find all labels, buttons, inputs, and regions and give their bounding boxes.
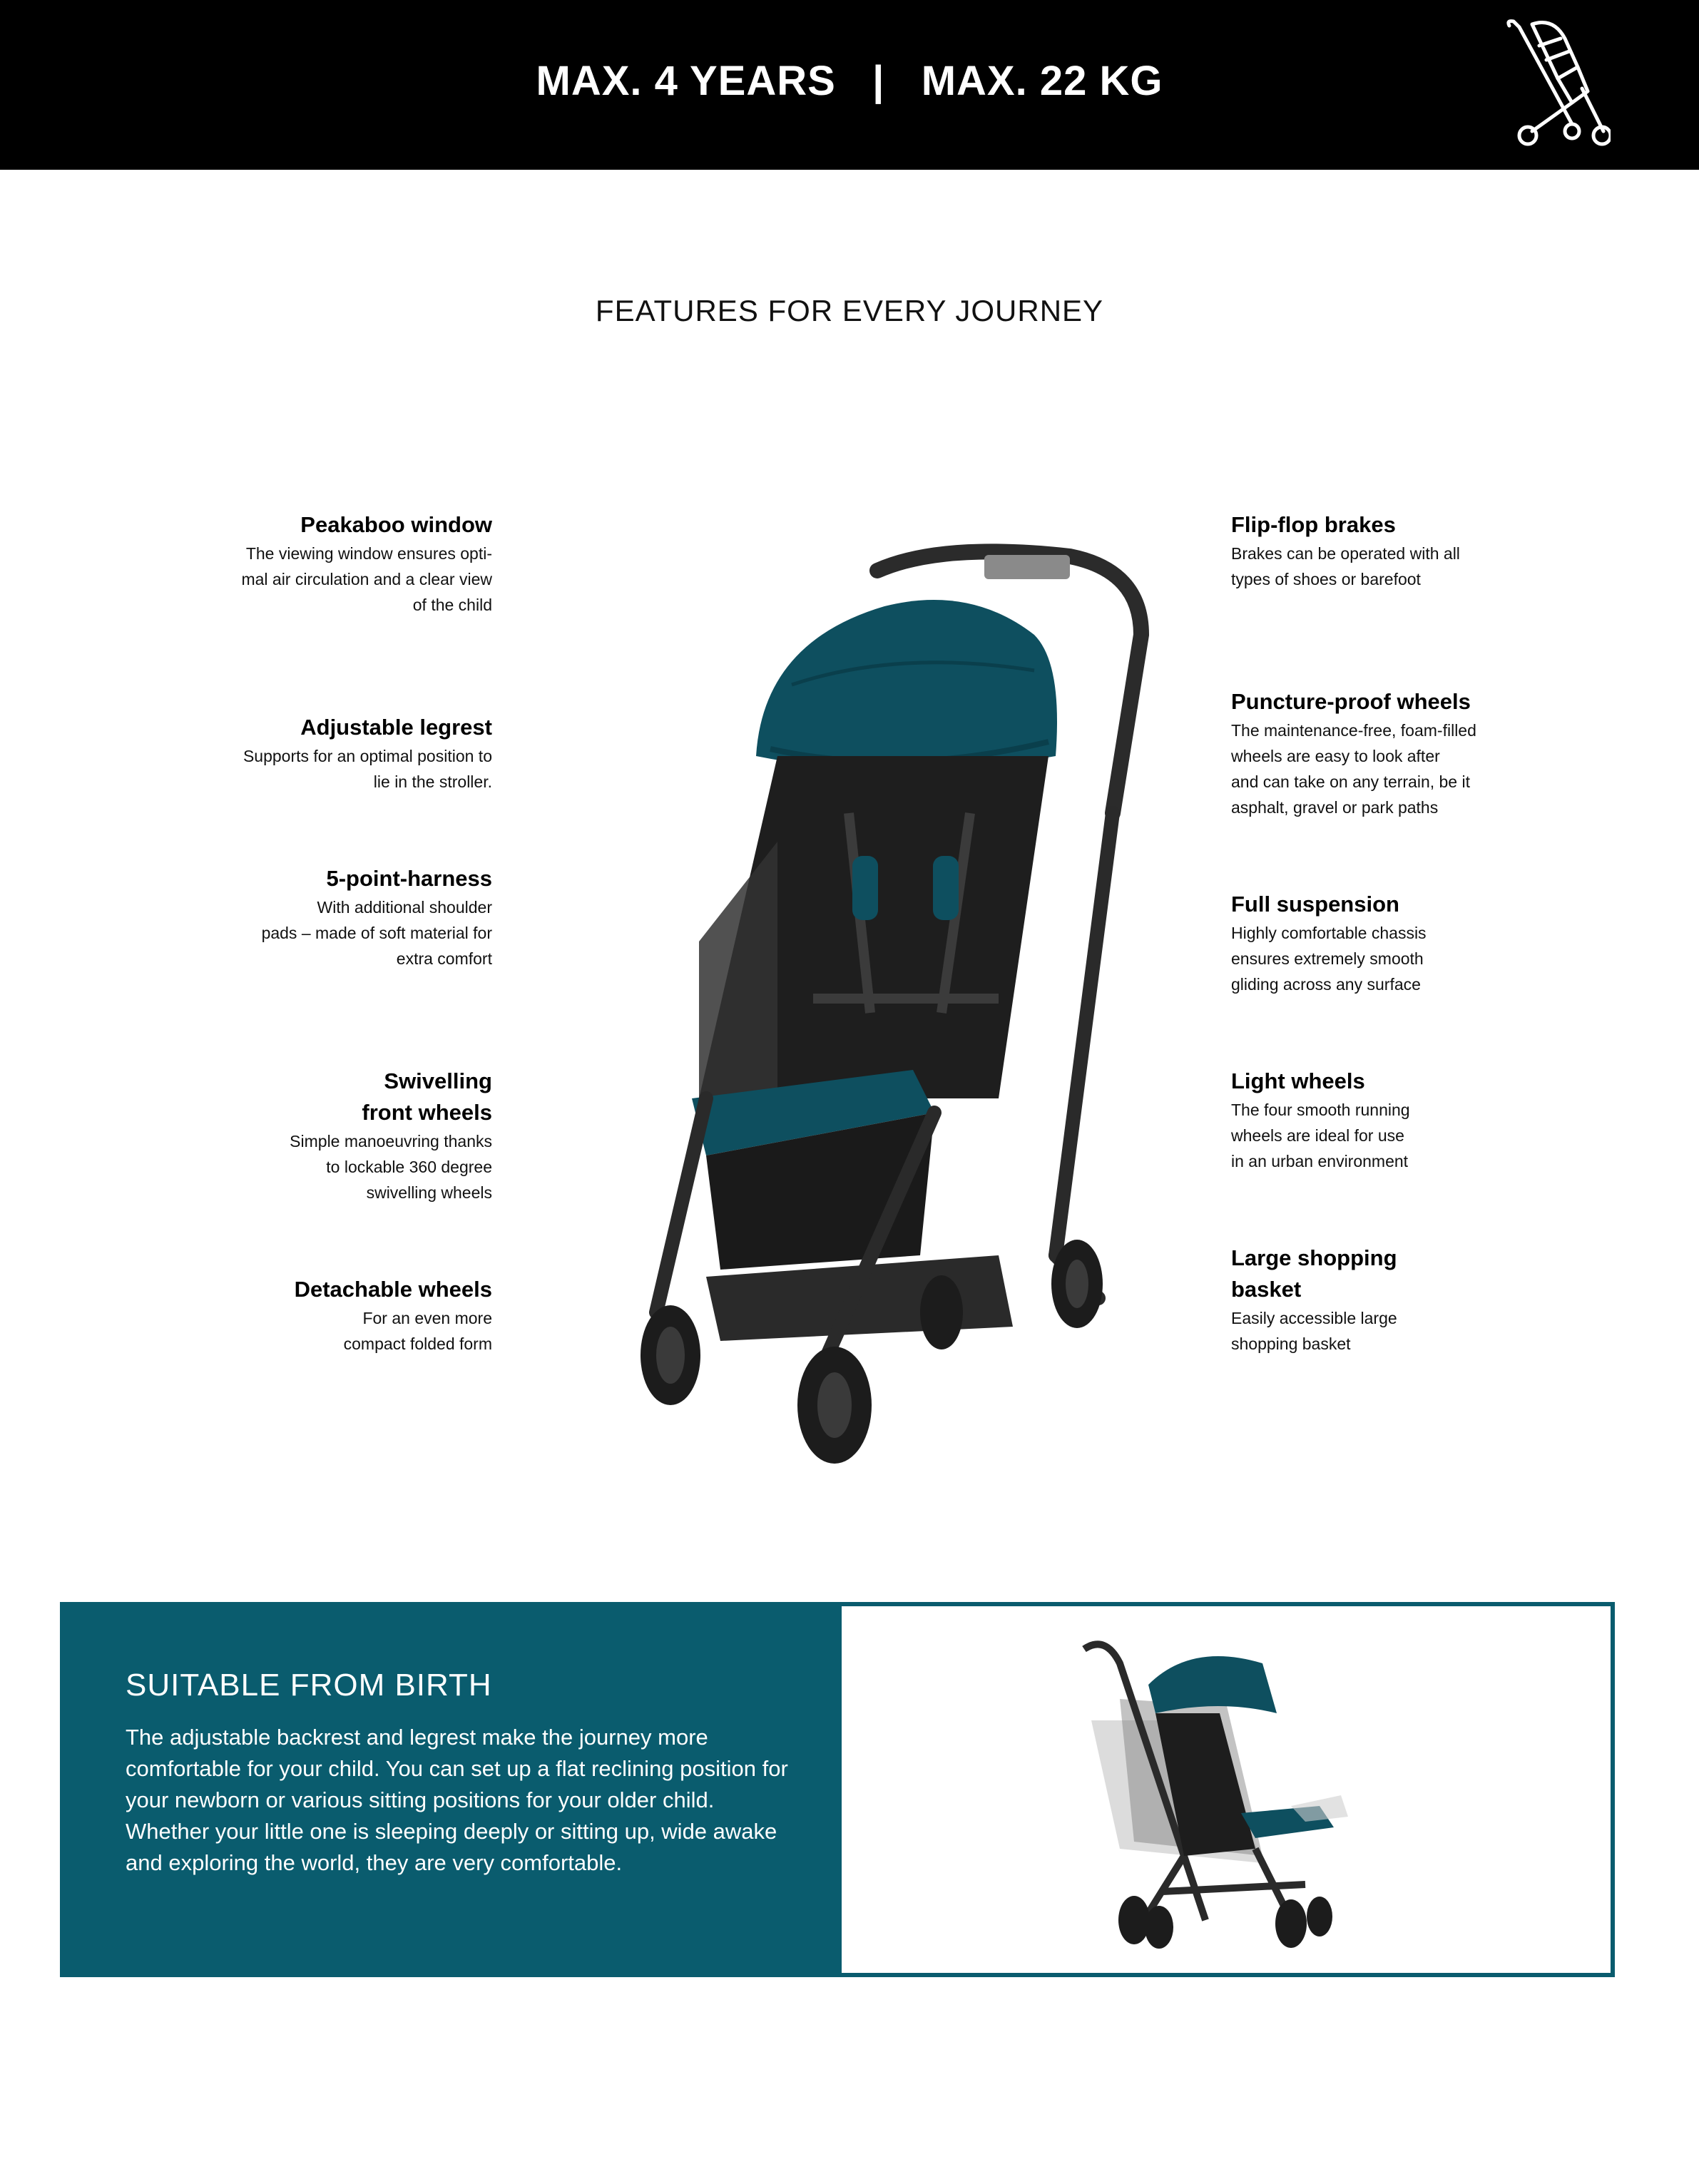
suitable-from-birth-panel	[60, 1602, 837, 1977]
feature-title: Flip-flop brakes	[1231, 512, 1396, 537]
birth-title: SUITABLE FROM BIRTH	[126, 1668, 492, 1703]
feature-title: 5-point-harness	[326, 866, 492, 891]
feature-5-point-harness	[207, 863, 492, 971]
feature-title: Adjustable legrest	[300, 715, 492, 740]
feature-full-suspension	[1231, 889, 1559, 997]
feature-description: Highly comfortable chassis ensures extremely smooth gliding across any surface	[1231, 924, 1427, 994]
section-title: FEATURES FOR EVERY JOURNEY	[595, 294, 1104, 327]
feature-title: Swivelling front wheels	[362, 1068, 492, 1125]
feature-description: The viewing window ensures opti- mal air circulation and a clear view of the child	[241, 544, 492, 614]
feature-description: For an even more compact folded form	[343, 1309, 492, 1353]
reclining-stroller-frame	[837, 1602, 1615, 1977]
feature-large-shopping-basket	[1231, 1242, 1559, 1357]
feature-peakaboo-window	[207, 509, 492, 618]
feature-swivelling-front-wheels	[207, 1066, 492, 1205]
stroller-product-image	[599, 542, 1184, 1469]
feature-title: Full suspension	[1231, 892, 1399, 917]
header-title: MAX. 4 YEARS | MAX. 22 KG	[536, 58, 1163, 104]
feature-title: Peakaboo window	[300, 512, 492, 537]
feature-description: Supports for an optimal position to lie in the stroller.	[243, 747, 492, 791]
feature-title: Puncture-proof wheels	[1231, 689, 1471, 714]
feature-description: Easily accessible large shopping basket	[1231, 1309, 1397, 1353]
feature-puncture-proof-wheels	[1231, 686, 1559, 820]
feature-title: Large shopping basket	[1231, 1245, 1397, 1302]
birth-text: The adjustable backrest and legrest make the journey more comfortable for your child. You can set up a flat reclining position for your newborn or various sitting positions for your older child. Whether your little one is sleeping deeply or sitting up, wide awake and exploring the world, they are very comfortable.	[126, 1725, 788, 1875]
stroller-icon	[1504, 17, 1611, 153]
header-bar	[0, 0, 1699, 170]
feature-description: The maintenance-free, foam-filled wheels are easy to look after and can take on any terrain, be it asphalt, gravel or park paths	[1231, 721, 1476, 817]
feature-description: Brakes can be operated with all types of shoes or barefoot	[1231, 544, 1460, 588]
feature-title: Light wheels	[1231, 1068, 1365, 1093]
feature-description: The four smooth running wheels are ideal for use in an urban environment	[1231, 1101, 1410, 1170]
reclining-stroller-image	[1077, 1635, 1377, 1956]
feature-light-wheels	[1231, 1066, 1559, 1174]
feature-description: Simple manoeuvring thanks to lockable 360 degree swivelling wheels	[290, 1132, 492, 1202]
feature-detachable-wheels	[207, 1274, 492, 1357]
feature-description: With additional shoulder pads – made of soft material for extra comfort	[261, 898, 492, 968]
feature-adjustable-legrest	[207, 712, 492, 795]
feature-title: Detachable wheels	[294, 1277, 492, 1302]
feature-flip-flop-brakes	[1231, 509, 1559, 592]
